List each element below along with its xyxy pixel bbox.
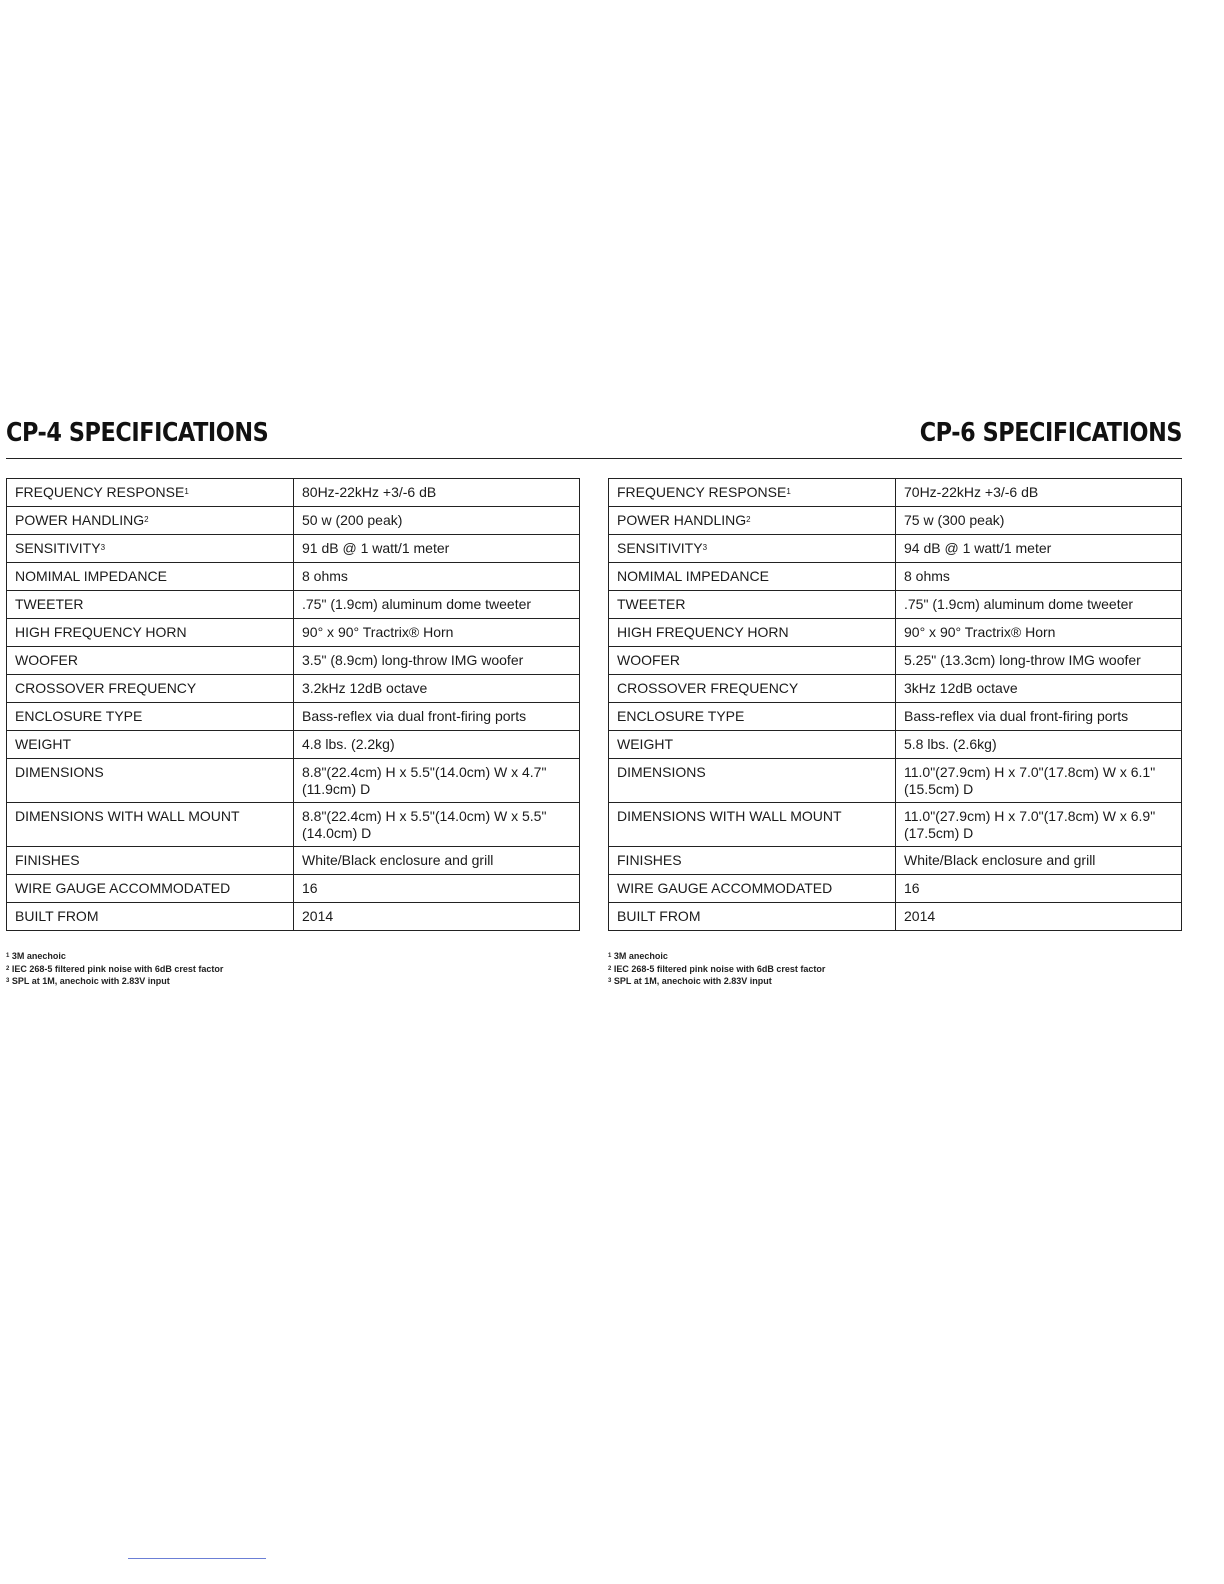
footnote-number: 2 [608, 965, 612, 972]
spec-value: 8 ohms [896, 563, 1182, 591]
spec-value: White/Black enclosure and grill [896, 847, 1182, 875]
spec-label: CROSSOVER FREQUENCY [15, 680, 197, 696]
spec-value: 3.5" (8.9cm) long-throw IMG woofer [294, 647, 580, 675]
spec-row [7, 507, 580, 535]
spec-label: ENCLOSURE TYPE [617, 708, 745, 724]
spec-label: FREQUENCY RESPONSE [617, 484, 787, 500]
spec-row [609, 591, 1182, 619]
spec-row [7, 619, 580, 647]
spec-value: 8.8"(22.4cm) H x 5.5"(14.0cm) W x 5.5"(14.0cm) D [294, 803, 580, 847]
spec-row [609, 647, 1182, 675]
spec-label: ENCLOSURE TYPE [15, 708, 143, 724]
spec-label: DIMENSIONS [617, 764, 706, 780]
spec-label-cell [7, 479, 294, 507]
spec-label: SENSITIVITY [15, 540, 101, 556]
spec-value: 75 w (300 peak) [896, 507, 1182, 535]
cp4-title: CP-4 SPECIFICATIONS [6, 418, 269, 448]
spec-row [609, 675, 1182, 703]
spec-value: 90° x 90° Tractrix® Horn [896, 619, 1182, 647]
footnote-item [608, 975, 825, 988]
spec-label-cell [609, 703, 896, 731]
spec-label: POWER HANDLING [617, 512, 747, 528]
spec-label-cell [7, 731, 294, 759]
footnote-marker: 2 [746, 515, 751, 524]
spec-label-cell [7, 875, 294, 903]
spec-label-cell [7, 591, 294, 619]
spec-label: WOOFER [15, 652, 78, 668]
spec-value: 8 ohms [294, 563, 580, 591]
spec-row [7, 647, 580, 675]
spec-label: FINISHES [15, 852, 80, 868]
spec-label-cell [609, 759, 896, 803]
cp4-spec-table [6, 478, 580, 931]
spec-row [609, 803, 1182, 847]
spec-row [609, 507, 1182, 535]
spec-row [609, 563, 1182, 591]
spec-label: HIGH FREQUENCY HORN [617, 624, 789, 640]
spec-row [609, 759, 1182, 803]
footnote-number: 3 [608, 978, 612, 984]
spec-value: Bass-reflex via dual front-firing ports [896, 703, 1182, 731]
spec-label-cell [7, 619, 294, 647]
spec-row [609, 535, 1182, 563]
spec-value: 5.25" (13.3cm) long-throw IMG woofer [896, 647, 1182, 675]
spec-value: 90° x 90° Tractrix® Horn [294, 619, 580, 647]
spec-label-cell [609, 535, 896, 563]
footnote-text: IEC 268-5 filtered pink noise with 6dB crest factor [11, 963, 224, 974]
spec-row [7, 731, 580, 759]
header-divider [6, 458, 1182, 459]
spec-value: 2014 [294, 903, 580, 931]
spec-row [7, 535, 580, 563]
spec-label: POWER HANDLING [15, 512, 145, 528]
spec-label-cell [609, 875, 896, 903]
spec-label-cell [609, 619, 896, 647]
footnote-marker: 2 [144, 515, 149, 524]
spec-label: DIMENSIONS WITH WALL MOUNT [617, 808, 842, 824]
footnote-marker: 3 [100, 543, 106, 552]
footnote-item [608, 963, 825, 976]
spec-value: 11.0"(27.9cm) H x 7.0"(17.8cm) W x 6.9"(17.5cm) D [896, 803, 1182, 847]
spec-label: CROSSOVER FREQUENCY [617, 680, 799, 696]
footnote-item [6, 963, 223, 976]
cp6-spec-table [608, 478, 1182, 931]
spec-label: TWEETER [15, 596, 84, 612]
footnote-text: 3M anechoic [11, 951, 66, 961]
spec-label: WIRE GAUGE ACCOMMODATED [617, 880, 833, 896]
footnote-marker: 1 [786, 487, 791, 496]
spec-label: SENSITIVITY [617, 540, 703, 556]
spec-label: BUILT FROM [15, 908, 99, 924]
spec-label-cell [609, 647, 896, 675]
spec-row [7, 875, 580, 903]
spec-row [7, 903, 580, 931]
spec-row [7, 675, 580, 703]
spec-label: TWEETER [617, 596, 686, 612]
footnote-marker: 1 [184, 487, 189, 496]
spec-value: 11.0"(27.9cm) H x 7.0"(17.8cm) W x 6.1"(15.5cm) D [896, 759, 1182, 803]
spec-label: WEIGHT [617, 736, 673, 752]
spec-row [609, 619, 1182, 647]
spec-value: 5.8 lbs. (2.6kg) [896, 731, 1182, 759]
spec-value: 70Hz-22kHz +3/-6 dB [896, 479, 1182, 507]
spec-value: White/Black enclosure and grill [294, 847, 580, 875]
spec-label-cell [7, 507, 294, 535]
spec-row [7, 847, 580, 875]
spec-label: NOMIMAL IMPEDANCE [15, 568, 167, 584]
spec-label: FREQUENCY RESPONSE [15, 484, 185, 500]
spec-label-cell [7, 703, 294, 731]
footnote-number: 2 [6, 965, 10, 972]
footnote-number: 1 [6, 953, 10, 959]
footnote-text: 3M anechoic [613, 951, 668, 961]
spec-value: 91 dB @ 1 watt/1 meter [294, 535, 580, 563]
spec-row [7, 479, 580, 507]
spec-row [609, 703, 1182, 731]
spec-label: HIGH FREQUENCY HORN [15, 624, 187, 640]
spec-row [7, 591, 580, 619]
spec-value: 2014 [896, 903, 1182, 931]
cp4-footnotes [6, 950, 223, 988]
spec-value: 8.8"(22.4cm) H x 5.5"(14.0cm) W x 4.7"(11.9cm) D [294, 759, 580, 803]
spec-label-cell [609, 479, 896, 507]
spec-value: 3.2kHz 12dB octave [294, 675, 580, 703]
spec-row [609, 847, 1182, 875]
spec-row [609, 479, 1182, 507]
spec-value: 16 [294, 875, 580, 903]
spec-row [609, 875, 1182, 903]
spec-label-cell [7, 759, 294, 803]
footnote-item [6, 975, 223, 988]
spec-value: Bass-reflex via dual front-firing ports [294, 703, 580, 731]
spec-label-cell [609, 731, 896, 759]
spec-label: WEIGHT [15, 736, 71, 752]
spec-label: FINISHES [617, 852, 682, 868]
spec-value: 80Hz-22kHz +3/-6 dB [294, 479, 580, 507]
cp6-title: CP-6 SPECIFICATIONS [919, 418, 1182, 448]
spec-label: WIRE GAUGE ACCOMMODATED [15, 880, 231, 896]
spec-label-cell [7, 847, 294, 875]
cp6-footnotes [608, 950, 825, 988]
spec-label-cell [609, 847, 896, 875]
spec-value: 16 [896, 875, 1182, 903]
spec-label-cell [609, 675, 896, 703]
footnote-text: SPL at 1M, anechoic with 2.83V input [613, 976, 772, 986]
spec-label-cell [609, 563, 896, 591]
spec-label-cell [7, 563, 294, 591]
spec-label-cell [7, 803, 294, 847]
bottom-rule [128, 1558, 266, 1559]
footnote-item [6, 950, 223, 963]
spec-label-cell [609, 803, 896, 847]
spec-label-cell [7, 647, 294, 675]
spec-label-cell [609, 903, 896, 931]
spec-label: WOOFER [617, 652, 680, 668]
spec-value: .75" (1.9cm) aluminum dome tweeter [294, 591, 580, 619]
footnote-number: 1 [608, 953, 612, 959]
spec-row [609, 731, 1182, 759]
footnote-marker: 3 [702, 543, 708, 552]
spec-label: NOMIMAL IMPEDANCE [617, 568, 769, 584]
footnote-item [608, 950, 825, 963]
spec-value: 50 w (200 peak) [294, 507, 580, 535]
footnote-number: 3 [6, 978, 10, 984]
spec-label: BUILT FROM [617, 908, 701, 924]
spec-label: DIMENSIONS [15, 764, 104, 780]
spec-label-cell [609, 591, 896, 619]
footnote-text: SPL at 1M, anechoic with 2.83V input [11, 976, 170, 986]
spec-value: 4.8 lbs. (2.2kg) [294, 731, 580, 759]
spec-row [7, 703, 580, 731]
spec-label-cell [609, 507, 896, 535]
footnote-text: IEC 268-5 filtered pink noise with 6dB crest factor [613, 963, 826, 974]
spec-label-cell [7, 535, 294, 563]
spec-label-cell [7, 903, 294, 931]
spec-value: 94 dB @ 1 watt/1 meter [896, 535, 1182, 563]
spec-row [7, 803, 580, 847]
spec-row [7, 563, 580, 591]
spec-label: DIMENSIONS WITH WALL MOUNT [15, 808, 240, 824]
spec-row [609, 903, 1182, 931]
spec-value: 3kHz 12dB octave [896, 675, 1182, 703]
spec-label-cell [7, 675, 294, 703]
spec-value: .75" (1.9cm) aluminum dome tweeter [896, 591, 1182, 619]
spec-row [7, 759, 580, 803]
